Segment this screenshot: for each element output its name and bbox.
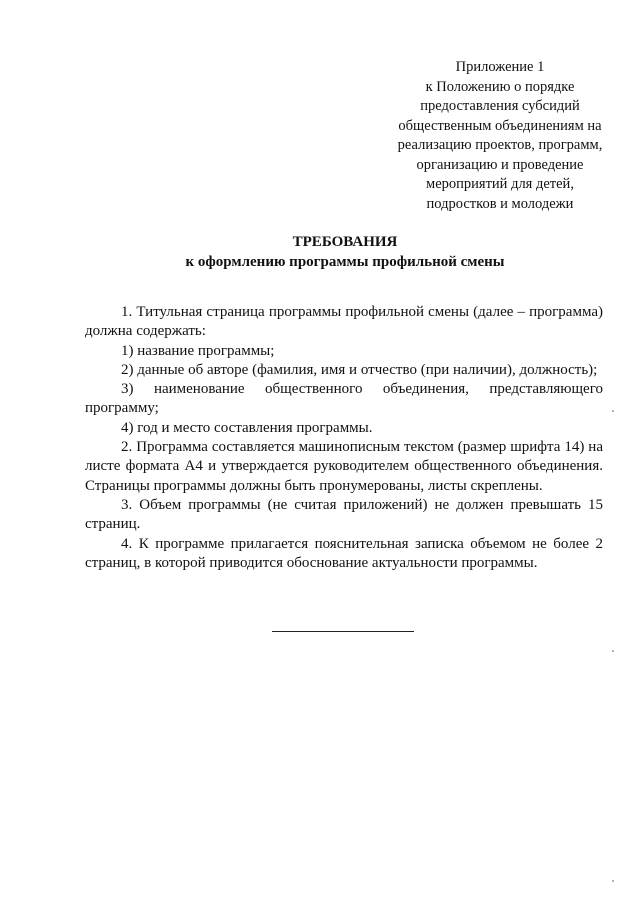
appendix-line: мероприятий для детей, xyxy=(426,176,574,192)
paragraph-1: 1. Титульная страница программы профильной смены (далее – программа) должна содержать: xyxy=(85,304,603,340)
scan-speck xyxy=(612,880,614,882)
appendix-header xyxy=(380,58,620,214)
list-item: 4) год и место составления программы. xyxy=(121,419,373,436)
appendix-line: предоставления субсидий xyxy=(420,98,580,114)
title-subheading: к оформлению программы профильной смены xyxy=(185,254,505,270)
appendix-line: организацию и проведение xyxy=(416,156,584,173)
title-heading: ТРЕБОВАНИЯ xyxy=(292,234,398,250)
paragraph-4: 4. К программе прилагается пояснительная записка объемом не более 2 страниц, в которой приводится обоснование актуальности программы. xyxy=(85,535,603,571)
scan-speck xyxy=(612,410,614,412)
list-item: 1) название программы; xyxy=(121,342,275,359)
appendix-line: к Положению о порядке xyxy=(425,78,575,95)
scan-speck xyxy=(612,650,614,652)
paragraph-3: 3. Объем программы (не считая приложений) не должен превышать 15 страниц. xyxy=(85,496,603,533)
list-item: 3) наименование общественного объединения, представляющего программу; xyxy=(85,381,603,417)
document-body xyxy=(85,303,603,573)
appendix-line: Приложение 1 xyxy=(455,59,545,75)
closing-rule xyxy=(272,631,414,632)
appendix-line: подростков и молодежи xyxy=(426,195,574,212)
list-item: 2) данные об авторе (фамилия, имя и отчество (при наличии), должность); xyxy=(121,361,598,378)
document-title xyxy=(0,232,640,272)
appendix-line: реализацию проектов, программ, xyxy=(397,137,603,153)
appendix-line: общественным объединениям на xyxy=(398,117,602,134)
paragraph-2: 2. Программа составляется машинописным текстом (размер шрифта 14) на листе формата А4 и утверждается руководителем общественного объединения. Страницы программы должны быть пронумерованы, листы скреплены. xyxy=(85,439,603,494)
